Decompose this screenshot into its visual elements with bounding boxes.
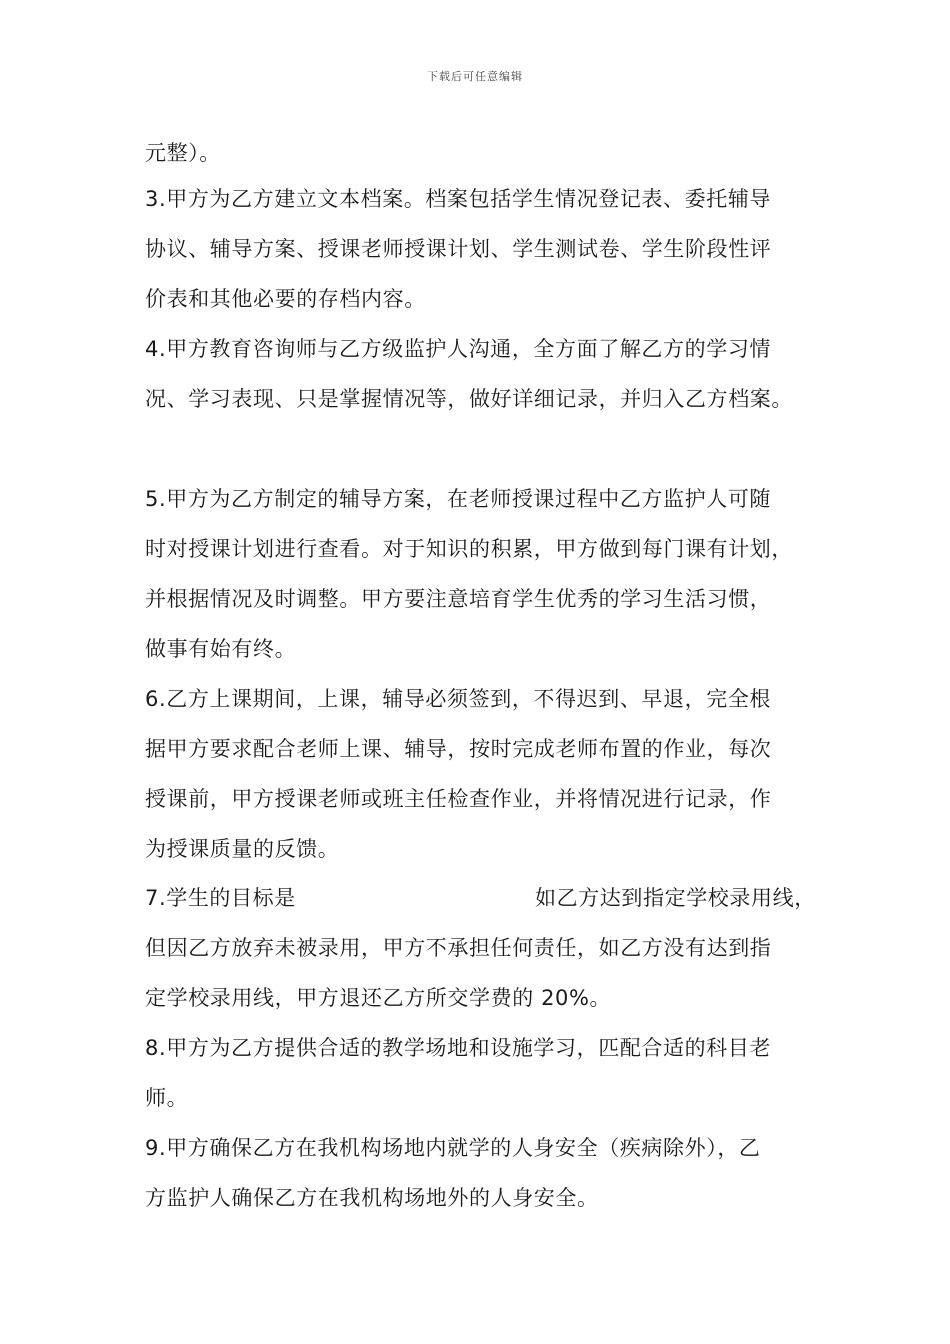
paragraph-line: 8.甲方为乙方提供合适的教学场地和设施学习，匹配合适的科目老 xyxy=(145,1036,772,1060)
paragraph-line: 5.甲方为乙方制定的辅导方案，在老师授课过程中乙方监护人可随 xyxy=(145,487,772,511)
paragraph-line: 为授课质量的反馈。 xyxy=(145,837,340,861)
paragraph-line: 9.甲方确保乙方在我机构场地内就学的人身安全（疾病除外），乙 xyxy=(145,1136,761,1160)
paragraph-line: 价表和其他必要的存档内容。 xyxy=(145,287,426,311)
paragraph-line: 做事有始有终。 xyxy=(145,637,297,661)
paragraph-line: 但因乙方放弃未被录用，甲方不承担任何责任，如乙方没有达到指 xyxy=(145,936,772,960)
paragraph-line: 7.学生的目标是 xyxy=(145,886,296,910)
paragraph-line: 3.甲方为乙方建立文本档案。档案包括学生情况登记表、委托辅导 xyxy=(145,187,772,211)
paragraph-line: 况、学习表现、只是掌握情况等，做好详细记录，并归入乙方档案。 xyxy=(145,387,793,411)
paragraph-line: 定学校录用线，甲方退还乙方所交学费的 20%。 xyxy=(145,986,612,1010)
paragraph-line-continuation: 如乙方达到指定学校录用线， xyxy=(535,886,816,910)
paragraph-line: 方监护人确保乙方在我机构场地外的人身安全。 xyxy=(145,1186,599,1210)
paragraph-line: 据甲方要求配合老师上课、辅导，按时完成老师布置的作业，每次 xyxy=(145,737,772,761)
paragraph-line: 4.甲方教育咨询师与乙方级监护人沟通，全方面了解乙方的学习情 xyxy=(145,337,772,361)
paragraph-line: 元整）。 xyxy=(145,141,221,165)
paragraph-line: 授课前，甲方授课老师或班主任检查作业，并将情况进行记录，作 xyxy=(145,787,772,811)
page-header: 下载后可任意编辑 xyxy=(427,70,523,83)
paragraph-line: 协议、辅导方案、授课老师授课计划、学生测试卷、学生阶段性评 xyxy=(145,237,772,261)
paragraph-line: 并根据情况及时调整。甲方要注意培育学生优秀的学习生活习惯， xyxy=(145,587,772,611)
paragraph-line: 时对授课计划进行查看。对于知识的积累，甲方做到每门课有计划， xyxy=(145,537,793,561)
paragraph-line: 6.乙方上课期间，上课，辅导必须签到，不得迟到、早退，完全根 xyxy=(145,687,772,711)
paragraph-line: 师。 xyxy=(145,1086,189,1110)
